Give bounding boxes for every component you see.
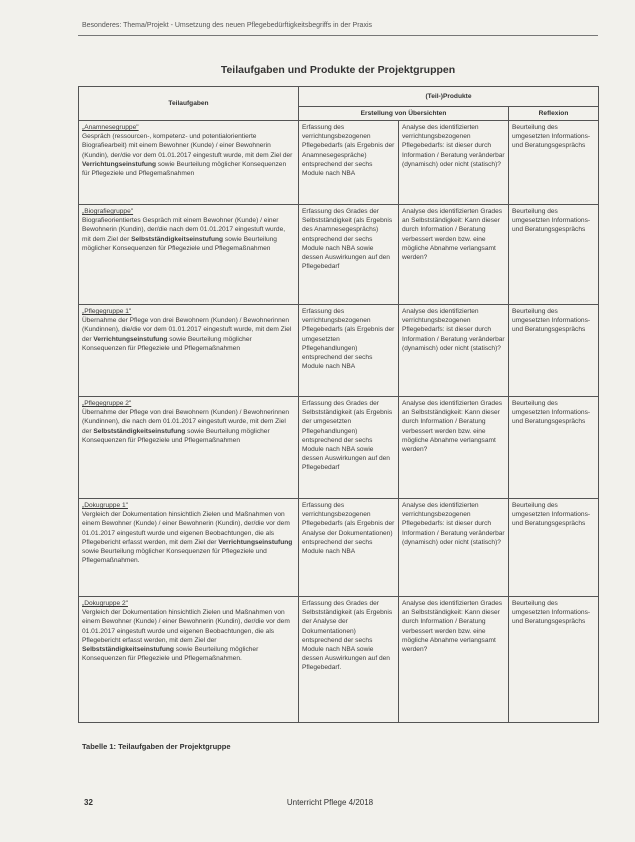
- task-cell: „Pflegegruppe 1" Übernahme der Pflege von drei Bewohnern (Kunden) / Bewohnerinnen (Kundinnen), die/die vor dem 01.01.2017 eingestuft wurde, mit dem Ziel der Verrichtungseinstufung sowie Beurteilung möglicher Konsequenzen für Pflegeziele und Pflegemaßnahmen: [79, 305, 299, 397]
- group-name: „Dokugruppe 2": [82, 600, 128, 607]
- analysis-cell: Analyse des identifizierten verrichtungsbezogenen Pflegebedarfs: ist dieser durch Information / Beratung veränderbar (dynamisch) oder nicht (statisch)?: [399, 121, 509, 205]
- analysis-cell: Analyse des identifizierten Grades an Selbstständigkeit: Kann dieser durch Information / Beratung verbessert werden bzw. eine mögliche Abnahme verlangsamt werden?: [399, 397, 509, 499]
- running-header: Besonderes: Thema/Projekt - Umsetzung des neuen Pflegebedürftigkeitsbegriffs in der Praxis: [82, 22, 373, 29]
- reflection-cell: Beurteilung des umgesetzten Informations- und Beratungsgesprächs: [509, 121, 599, 205]
- task-cell: „Biografiegruppe" Biografieorientiertes Gespräch mit einem Bewohner (Kunde) / einer Bewohnerin (Kundin), der/die nach dem 01.01.2017 eingestuft wurde, mit dem Ziel der Selbstständigkeitseinstufung sowie Beurteilung möglicher Konsequenzen für Pflegeziele und Pflegemaßnahmen: [79, 205, 299, 305]
- page-title: Teilaufgaben und Produkte der Projektgruppen: [220, 64, 456, 76]
- header-erstellung: Erstellung von Übersichten: [299, 107, 509, 121]
- journal-footer: Unterricht Pflege 4/2018: [286, 798, 374, 807]
- overview-cell: Erfassung des verrichtungsbezogenen Pflegebedarfs (als Ergebnis der Analyse der Dokumentationen) entsprechend der sechs Module nach NBA: [299, 499, 399, 597]
- overview-cell: Erfassung des verrichtungsbezogenen Pflegebedarfs (als Ergebnis der umgesetzten Pflegehandlungen) entsprechend der sechs Module nach NBA: [299, 305, 399, 397]
- group-name: „Dokugruppe 1": [82, 502, 128, 509]
- header-produkte: (Teil-)Produkte: [299, 87, 599, 107]
- overview-cell: Erfassung des Grades der Selbstständigkeit (als Ergebnis des Anamnesegesprächs) entsprechend der sechs Module nach NBA sowie dessen Auswirkungen auf den Pflegebedarf: [299, 205, 399, 305]
- group-name: „Pflegegruppe 1": [82, 308, 132, 315]
- reflection-cell: Beurteilung des umgesetzten Informations- und Beratungsgesprächs: [509, 597, 599, 723]
- analysis-cell: Analyse des identifizierten verrichtungsbezogenen Pflegebedarfs: ist dieser durch Information / Beratung veränderbar (dynamisch) oder nicht (statisch)?: [399, 499, 509, 597]
- table-row: [79, 205, 599, 305]
- task-cell: „Anamnesegruppe" Gespräch (ressourcen-, kompetenz- und potentialorientierte Biografiearbeit) mit einem Bewohner (Kunde) / einer Bewohnerin (Kundin), der/die vor dem 01.01.2017 eingestuft wurde, mit dem Ziel der Verrichtungseinstufung sowie Beurteilung möglicher Konsequenzen für Pflegeziele und Pflegemaßnahmen: [79, 121, 299, 205]
- group-name: „Anamnesegruppe": [82, 124, 139, 131]
- reflection-cell: Beurteilung des umgesetzten Informations- und Beratungsgesprächs: [509, 397, 599, 499]
- analysis-cell: Analyse des identifizierten verrichtungsbezogenen Pflegebedarfs: ist dieser durch Information / Beratung veränderbar (dynamisch) oder nicht (statisch)?: [399, 305, 509, 397]
- task-cell: „Dokugruppe 2" Vergleich der Dokumentation hinsichtlich Zielen und Maßnahmen von einem Bewohner (Kunde) / einer Bewohnerin (Kundin), der/die vor dem 01.01.2017 eingestuft wurde und eigenen Beobachtungen, die als Pflegebericht erfasst werden, mit dem Ziel der Selbstständigkeitseinstufung sowie Beurteilung möglicher Konsequenzen für Pflegeziele und Pflegemaßnahmen.: [79, 597, 299, 723]
- group-name: „Pflegegruppe 2": [82, 400, 132, 407]
- group-name: „Biografiegruppe": [82, 208, 134, 215]
- table-row: [79, 305, 599, 397]
- table-caption: Tabelle 1: Teilaufgaben der Projektgruppe: [82, 742, 231, 751]
- task-cell: „Pflegegruppe 2" Übernahme der Pflege von drei Bewohnern (Kunden) / Bewohnerinnen (Kundinnen), die nach dem 01.01.2017 eingestuft wurde, mit dem Ziel der Selbstständigkeitseinstufung sowie Beurteilung möglicher Konsequenzen für Pflegeziele und Pflegemaßnahmen: [79, 397, 299, 499]
- table-row: [79, 121, 599, 205]
- table-row: [79, 597, 599, 723]
- task-cell: „Dokugruppe 1" Vergleich der Dokumentation hinsichtlich Zielen und Maßnahmen von einem Bewohner (Kunde) / einer Bewohnerin (Kundin), der/die vor dem 01.01.2017 eingestuft wurde und eigenen Beobachtungen, die als Pflegebericht erfasst werden, mit dem Ziel der Verrichtungseinstufung sowie Beurteilung möglicher Konsequenzen für Pflegeziele und Pflegemaßnahmen.: [79, 499, 299, 597]
- task-table: [78, 86, 599, 723]
- reflection-cell: Beurteilung des umgesetzten Informations- und Beratungsgesprächs: [509, 499, 599, 597]
- reflection-cell: Beurteilung des umgesetzten Informations- und Beratungsgesprächs: [509, 205, 599, 305]
- analysis-cell: Analyse des identifizierten Grades an Selbstständigkeit: Kann dieser durch Information / Beratung verbessert werden bzw. eine mögliche Abnahme verlangsamt werden?: [399, 597, 509, 723]
- header-teilaufgaben: Teilaufgaben: [79, 87, 299, 121]
- table-row: [79, 397, 599, 499]
- overview-cell: Erfassung des Grades der Selbstständigkeit (als Ergebnis der umgesetzten Pflegehandlungen) entsprechend der sechs Module nach NBA sowie dessen Auswirkungen auf den Pflegebedarf: [299, 397, 399, 499]
- overview-cell: Erfassung des verrichtungsbezogenen Pflegebedarfs (als Ergebnis der Anamnesegespräche) entsprechend der sechs Module nach NBA: [299, 121, 399, 205]
- header-rule: [78, 35, 598, 36]
- header-reflexion: Reflexion: [509, 107, 599, 121]
- overview-cell: Erfassung des Grades der Selbstständigkeit (als Ergebnis der Analyse der Dokumentationen) entsprechend der sechs Module nach NBA sowie dessen Auswirkungen auf den Pflegebedarf.: [299, 597, 399, 723]
- analysis-cell: Analyse des identifizierten Grades an Selbstständigkeit: Kann dieser durch Information / Beratung verbessert werden bzw. eine mögliche Abnahme verlangsamt werden?: [399, 205, 509, 305]
- table-row: [79, 499, 599, 597]
- page-number: 32: [84, 798, 93, 807]
- reflection-cell: Beurteilung des umgesetzten Informations- und Beratungsgesprächs: [509, 305, 599, 397]
